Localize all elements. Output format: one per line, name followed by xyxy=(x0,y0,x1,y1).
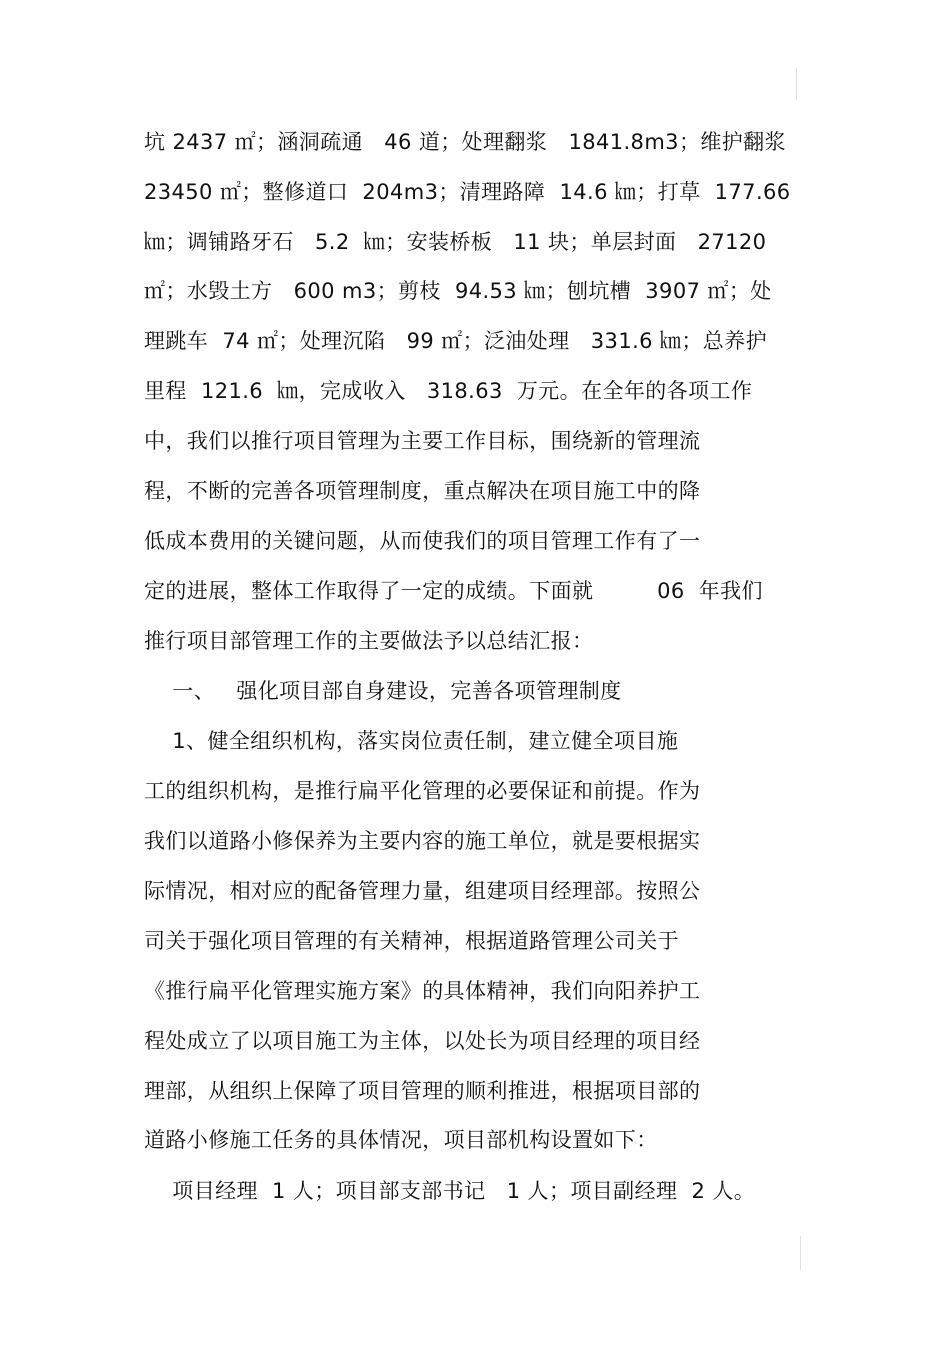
text-line-7: 中，我们以推行项目管理为主要工作目标，围绕新的管理流 xyxy=(144,429,701,453)
text-line-16: 际情况，相对应的配备管理力量，组建项目经理部。按照公 xyxy=(144,879,701,903)
text-line-19: 程处成立了以项目施工为主体，以处长为项目经理的项目经 xyxy=(144,1029,701,1053)
text-line-11: 推行项目部管理工作的主要做法予以总结汇报： xyxy=(144,629,594,653)
text-line-1: 坑 2437 ㎡；涵洞疏通 46 道；处理翻浆 1841.8m3；维护翻浆 xyxy=(144,130,786,154)
text-line-14: 工的组织机构，是推行扁平化管理的必要保证和前提。作为 xyxy=(144,779,701,803)
text-line-2: 23450 ㎡；整修道口 204m3；清理路障 14.6 ㎞；打草 177.66 xyxy=(144,180,791,204)
text-line-18: 《推行扁平化管理实施方案》的具体精神，我们向阳养护工 xyxy=(144,979,701,1003)
text-line-4: ㎡；水毁土方 600 m3；剪枝 94.53 ㎞；刨坑槽 3907 ㎡；处 xyxy=(144,279,772,303)
text-line-6: 里程 121.6 ㎞，完成收入 318.63 万元。在全年的各项工作 xyxy=(144,379,753,403)
text-line-20: 理部，从组织上保障了项目管理的顺利推进，根据项目部的 xyxy=(144,1079,701,1103)
text-line-21: 道路小修施工任务的具体情况，项目部机构设置如下： xyxy=(144,1128,658,1152)
text-line-3: ㎞；调铺路牙石 5.2 ㎞；安装桥板 11 块；单层封面 27120 xyxy=(144,230,767,254)
text-line-9: 低成本费用的关键问题，从而使我们的项目管理工作有了一 xyxy=(144,529,701,553)
page-edge-mark-bottom xyxy=(800,1236,801,1270)
page-edge-mark-top xyxy=(796,68,797,100)
text-line-10: 定的进展，整体工作取得了一定的成绩。下面就 06 年我们 xyxy=(144,579,763,603)
text-line-13: 1、健全组织机构，落实岗位责任制，建立健全项目施 xyxy=(144,729,679,753)
text-line-5: 理跳车 74 ㎡；处理沉陷 99 ㎡；泛油处理 331.6 ㎞；总养护 xyxy=(144,329,767,353)
text-line-15: 我们以道路小修保养为主要内容的施工单位，就是要根据实 xyxy=(144,829,701,853)
text-line-8: 程，不断的完善各项管理制度，重点解决在项目施工中的降 xyxy=(144,479,701,503)
section-heading-1: 一、 强化项目部自身建设，完善各项管理制度 xyxy=(144,679,622,703)
text-line-17: 司关于强化项目管理的有关精神，根据道路管理公司关于 xyxy=(144,929,679,953)
text-line-22: 项目经理 1 人；项目部支部书记 1 人；项目副经理 2 人。 xyxy=(144,1179,756,1203)
